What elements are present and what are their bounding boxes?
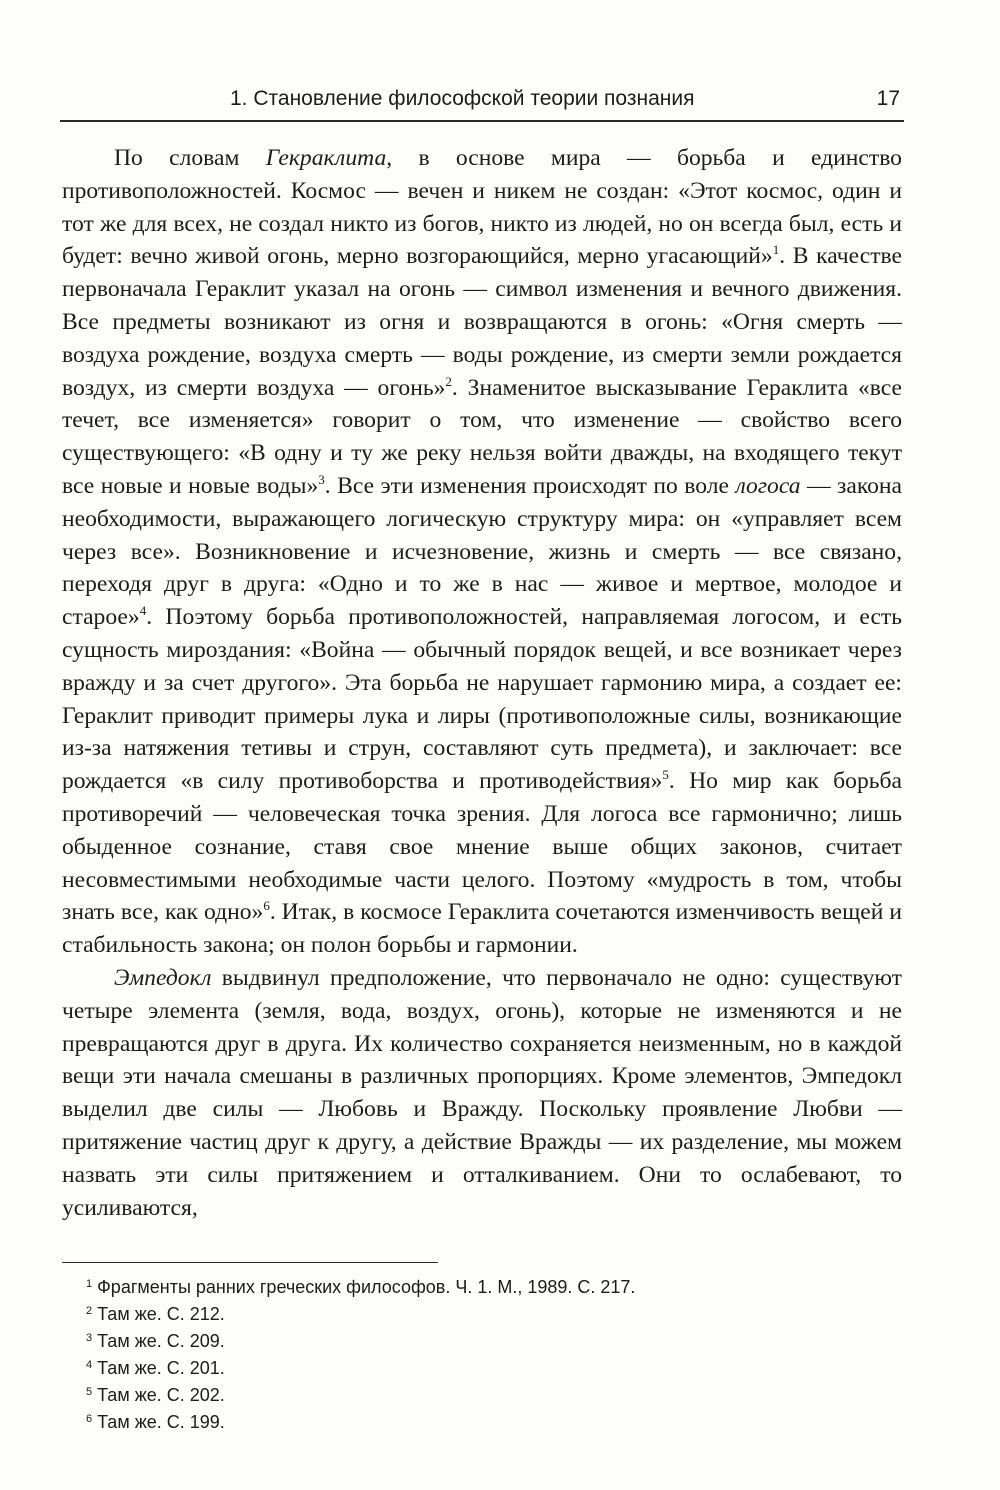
footnote-text: Там же. С. 209. — [97, 1331, 225, 1351]
footnote-ref: 2 — [445, 373, 452, 389]
footnote-text: Там же. С. 202. — [97, 1385, 225, 1405]
text-run: . Все эти изменения происходят по воле — [324, 472, 736, 499]
footnote-number: 2 — [86, 1305, 93, 1317]
italic-term: Гекраклита — [265, 145, 387, 171]
footnote-item — [86, 1274, 886, 1301]
footnote-text: Фрагменты ранних греческих философов. Ч. 1. М., 1989. С. 217. — [97, 1277, 636, 1297]
footnote-number: 3 — [86, 1332, 93, 1344]
footnote-item — [86, 1355, 886, 1382]
page-number: 17 — [876, 87, 900, 110]
footnote-text: Там же. С. 201. — [97, 1358, 225, 1378]
chapter-title: 1. Становление философской теории познания — [230, 87, 695, 110]
footnote-ref: 4 — [139, 603, 147, 619]
text-run: выдвинул предположение, что первоначало не одно: существуют четыре элемента (земля, вода, воздух, огонь), которые не изменяются и не превращаются друг в друга. Их количество сохраняется неизменным, но в каждой вещи эти начала смешаны в различных пропорциях. Кроме элементов, Эмпедокл выделил две силы — Любовь и Вражду. Поскольку проявление Любви — притяжение частиц друг к другу, а действие Вражды — их разделение, мы можем назвать эти силы притяжением и отталкиванием. Они то ослабевают, то усиливаются, — [62, 964, 902, 1221]
footnote-item — [86, 1409, 886, 1436]
footnote-item — [86, 1382, 886, 1409]
italic-term: логоса — [735, 472, 801, 499]
footnote-number: 6 — [86, 1413, 93, 1425]
text-run: . Поэтому борьба противоположностей, направляемая логосом, и есть сущность мироздания: «Война — обычный порядок вещей, и все возникает через вражду и за счет другого». Эта борьба не нарушает гармонию мира, а создает ее: Гераклит приводит примеры лука и лиры (противоположные силы, возникающие из-за натяжения тетивы и струн, составляют суть предмета), и заключает: все рождается «в силу противоборства и противодействия» — [62, 604, 902, 795]
text-run: . Знаменитое высказывание Гераклита «все течет, все изменяется» говорит о том, что изменение — свойство всего существующего: «В одну и ту же реку нельзя войти дважды, на входящего текут все новые и новые воды» — [62, 374, 902, 499]
text-run: По словам — [114, 145, 266, 171]
running-head — [60, 84, 904, 122]
footnote-item — [86, 1301, 886, 1328]
text-run: , в основе мира — борьба и единство противоположностей. Космос — вечен и никем не создан: «Этот космос, один и тот же для всех, не создал никто из богов, никто из людей, но он всегда был, есть и будет: вечно живой огонь, мерно возгорающийся, мерно угасающий» — [62, 145, 902, 270]
text-run: . Итак, в космосе Гераклита сочетаются изменчивость вещей и стабильность закона; он полон борьбы и гармонии. — [62, 899, 902, 959]
footnote-number: 4 — [86, 1359, 93, 1371]
footnote-ref: 3 — [318, 471, 325, 487]
footnotes-list — [86, 1274, 886, 1436]
footnote-number: 1 — [86, 1278, 93, 1290]
text-run: . В качестве первоначала Гераклит указал на огонь — символ изменения и вечного движения. Все предметы возникают из огня и возвращаются в огонь: «Огня смерть — воздуха рождение, воздуха смерть — воды рождение, из смерти земли рождается воздух, из смерти воздуха — огонь» — [62, 243, 902, 401]
footnote-text: Там же. С. 199. — [97, 1412, 225, 1432]
footnote-divider — [62, 1262, 438, 1263]
footnote-text: Там же. С. 212. — [97, 1304, 225, 1324]
footnote-ref: 1 — [772, 242, 780, 258]
paragraph-heraclitus — [62, 142, 902, 962]
footnote-ref: 6 — [263, 898, 270, 914]
italic-term: Эмпедокл — [114, 964, 212, 991]
paragraph-empedocles — [62, 962, 902, 1224]
footnote-number: 5 — [86, 1386, 93, 1398]
text-run: . Но мир как борьба противоречий — человеческая точка зрения. Для логоса все гармонично; лишь обыденное сознание, ставя свое мнение выше общих законов, считает несовместимыми необходимые части целого. Поэтому «мудрость в том, чтобы знать все, как одно» — [62, 768, 902, 926]
footnote-item — [86, 1328, 886, 1355]
footnote-ref: 5 — [662, 767, 669, 783]
body-text — [62, 142, 902, 1224]
text-run: — закона необходимости, выражающего логическую структуру мира: он «управляет всем через все». Возникновение и исчезновение, жизнь и смерть — все связано, переходя друг в друга: «Одно и то же в нас — живое и мертвое, молодое и старое» — [62, 472, 903, 631]
